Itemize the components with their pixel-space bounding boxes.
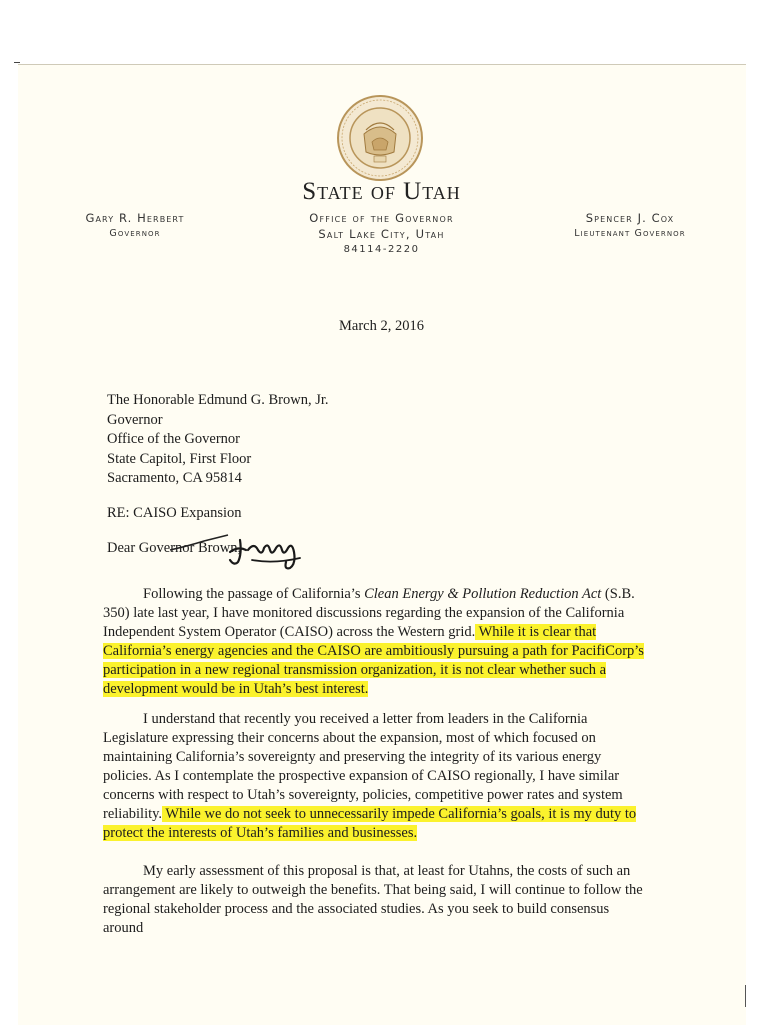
salutation-prefix: Dear Governor bbox=[107, 540, 195, 556]
paragraph3-text: My early assessment of this proposal is that, at least for Utahns, the costs of such an arrangement are likely to outweigh the benefits. That being said, I will continue to follow the regional stakeholder process and the associated studies. As you seek to build consensus around bbox=[103, 863, 643, 936]
paragraph2-highlight: While we do not seek to unnecessarily impede California’s goals, it is my duty to protect the interests of Utah’s families and businesses. bbox=[103, 806, 637, 841]
paragraph1-text-a: Following the passage of California’s bbox=[143, 586, 365, 602]
letter-date: March 2, 2016 bbox=[339, 318, 424, 334]
recipient-address bbox=[107, 391, 329, 489]
handwritten-signature-icon bbox=[224, 524, 324, 570]
office-zip: 84114-2220 bbox=[343, 244, 420, 255]
state-seal-icon bbox=[336, 94, 424, 182]
recipient-address-line1: State Capitol, First Floor bbox=[107, 450, 252, 467]
paragraph1-act-title: Clean Energy & Pollution Reduction Act bbox=[364, 586, 602, 602]
subject-line: RE: CAISO Expansion bbox=[107, 505, 242, 521]
paragraph1-highlight: While it is clear that California’s energy agencies and the CAISO are ambitiously pursuing a path for PacifiCorp’s participation in a new regional transmission organization, it is not clear whether such a development would be in Utah’s best interest. bbox=[103, 624, 644, 697]
governor-title: Governor bbox=[109, 228, 161, 239]
strike-through-mark bbox=[168, 532, 232, 556]
body-paragraph-1 bbox=[103, 585, 651, 699]
office-name: Office of the Governor bbox=[309, 211, 454, 225]
lt-governor-block bbox=[560, 210, 700, 242]
page-corner-mark bbox=[745, 985, 746, 1007]
body-paragraph-3 bbox=[103, 862, 651, 938]
recipient-name: The Honorable Edmund G. Brown, Jr. bbox=[107, 392, 329, 408]
lt-governor-name: Spencer J. Cox bbox=[585, 211, 675, 225]
recipient-address-line2: Sacramento, CA 95814 bbox=[107, 470, 242, 486]
recipient-title: Governor bbox=[107, 411, 163, 428]
page-edge-mark bbox=[14, 62, 20, 63]
governor-name: Gary R. Herbert bbox=[85, 211, 185, 225]
recipient-office: Office of the Governor bbox=[107, 431, 240, 447]
salutation-comma: , bbox=[237, 540, 242, 556]
body-paragraph-2 bbox=[103, 710, 651, 843]
salutation-struck-name: Brown bbox=[198, 540, 238, 556]
paragraph1-text-b: (S.B. 350) late last year, I have monitored discussions regarding the expansion of the California Independent System Operator (CAISO) across the Western grid. bbox=[103, 586, 635, 640]
office-city: Salt Lake City, Utah bbox=[318, 227, 445, 241]
lt-governor-title: Lieutenant Governor bbox=[574, 228, 686, 239]
paragraph2-text: I understand that recently you received a letter from leaders in the California Legislature expressing their concerns about the expansion, most of which focused on maintaining California’s sovereignty and preserving the integrity of its various energy policies. As I contemplate the prospective expansion of CAISO regionally, I have similar concerns with respect to Utah’s sovereignty, policies, competitive power rates and system reliability. bbox=[103, 711, 623, 822]
letterhead-title: State of Utah bbox=[302, 178, 461, 205]
